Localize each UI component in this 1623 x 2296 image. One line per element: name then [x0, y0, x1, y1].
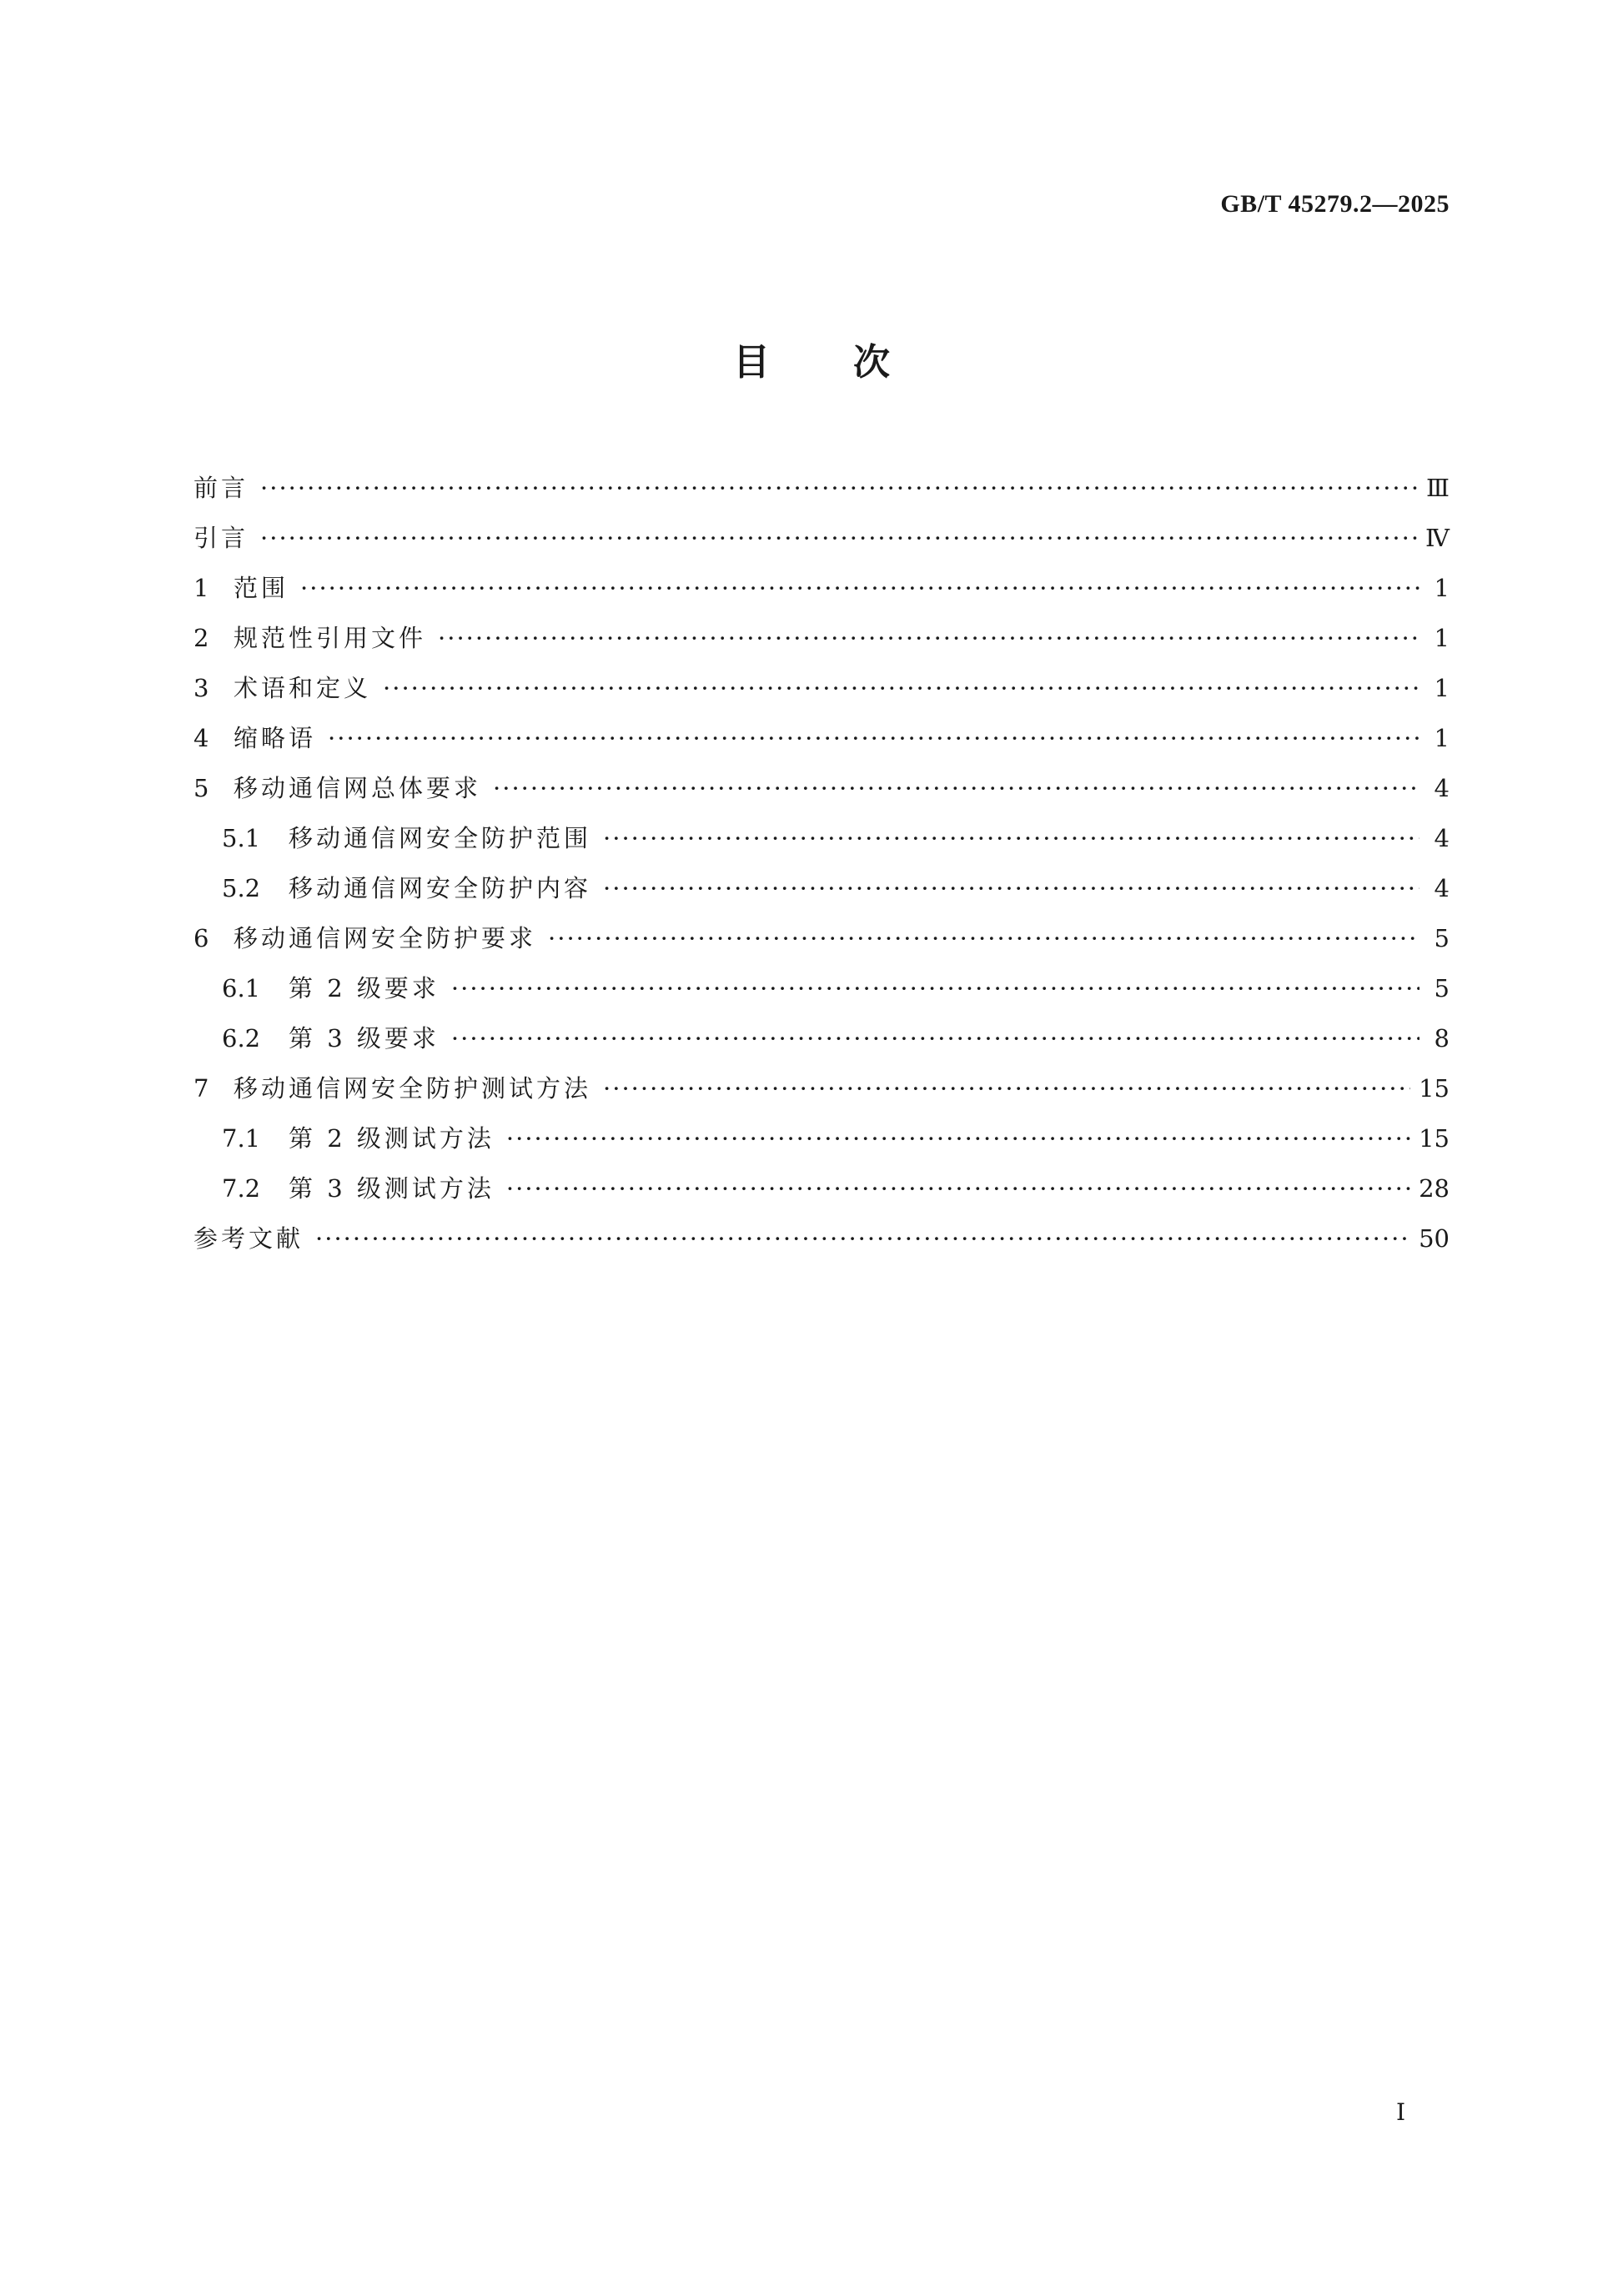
standard-code: GB/T 45279.2—2025 [1220, 190, 1450, 218]
toc-entry-label: 缩略语 [234, 724, 317, 752]
toc-entry-label: 移动通信网安全防护测试方法 [234, 1074, 592, 1103]
toc-entry-number: 5.1 [222, 824, 261, 852]
toc-entry-page: 1 [1434, 674, 1450, 702]
toc-entry-page: 1 [1434, 574, 1450, 602]
toc-entry-number: 7 [193, 1074, 209, 1103]
dot-leader [451, 1013, 1419, 1063]
toc-entry-page: 4 [1434, 774, 1450, 802]
toc-entry[interactable] [193, 463, 1450, 513]
toc-entry-number: 3 [193, 674, 209, 702]
toc-entry[interactable] [193, 513, 1450, 563]
toc-entry-label: 参考文献 [193, 1224, 304, 1253]
toc-entry-label: 术语和定义 [234, 674, 372, 702]
toc-entry-page: 1 [1434, 624, 1450, 652]
toc-entry[interactable] [193, 1163, 1450, 1213]
toc-entry[interactable] [193, 713, 1450, 763]
toc-entry-page: 50 [1419, 1224, 1450, 1253]
toc-entry-page: 28 [1419, 1174, 1450, 1203]
toc-entry-number: 7.1 [222, 1124, 261, 1153]
toc-entry-label: 第 3 级测试方法 [289, 1174, 495, 1203]
toc-entry-label: 规范性引用文件 [234, 624, 427, 652]
toc-entry[interactable] [193, 613, 1450, 663]
toc-entry[interactable] [193, 563, 1450, 613]
toc-entry-number: 6.1 [222, 974, 261, 1002]
toc-entry-label: 第 3 级要求 [289, 1024, 440, 1053]
toc-entry-label: 范围 [234, 574, 289, 602]
dot-leader [260, 513, 1417, 563]
dot-leader [493, 763, 1419, 813]
dot-leader [506, 1113, 1410, 1163]
toc-entry-page: 4 [1434, 874, 1450, 902]
toc-entry[interactable] [193, 1063, 1450, 1113]
toc-entry-number: 4 [193, 724, 209, 752]
toc-entry-page: 15 [1419, 1074, 1450, 1103]
toc-entry-label: 移动通信网安全防护要求 [234, 924, 537, 952]
toc-entry-page: 5 [1434, 974, 1450, 1002]
toc-entry-label: 移动通信网安全防护内容 [289, 874, 592, 902]
toc-entry-number: 2 [193, 624, 209, 652]
toc-entry[interactable] [193, 663, 1450, 713]
toc-entry[interactable] [193, 1113, 1450, 1163]
dot-leader [603, 1063, 1410, 1113]
dot-leader [451, 963, 1419, 1013]
toc-entry-page: 15 [1419, 1124, 1450, 1153]
toc-entry-number: 6.2 [222, 1024, 261, 1053]
table-of-contents [193, 463, 1450, 1264]
dot-leader [438, 613, 1419, 663]
toc-entry-label: 移动通信网总体要求 [234, 774, 482, 802]
toc-entry-page: Ⅳ [1425, 524, 1450, 552]
toc-entry[interactable] [193, 813, 1450, 863]
dot-leader [300, 563, 1419, 613]
dot-leader [548, 913, 1419, 963]
toc-entry-label: 第 2 级要求 [289, 974, 440, 1002]
toc-entry-number: 7.2 [222, 1174, 261, 1203]
page-title: 目次 [733, 341, 973, 384]
toc-entry[interactable] [193, 1213, 1450, 1264]
dot-leader [260, 463, 1418, 513]
dot-leader [328, 713, 1419, 763]
toc-entry[interactable] [193, 1013, 1450, 1063]
toc-entry[interactable] [193, 763, 1450, 813]
toc-entry-number: 1 [193, 574, 209, 602]
toc-entry-page: 5 [1434, 924, 1450, 952]
toc-entry-label: 引言 [193, 524, 249, 552]
toc-entry[interactable] [193, 913, 1450, 963]
toc-entry[interactable] [193, 863, 1450, 913]
toc-entry-page: 1 [1434, 724, 1450, 752]
dot-leader [603, 863, 1419, 913]
toc-entry-number: 5 [193, 774, 209, 802]
toc-entry-label: 移动通信网安全防护范围 [289, 824, 592, 852]
dot-leader [506, 1163, 1410, 1213]
toc-entry[interactable] [193, 963, 1450, 1013]
toc-entry-number: 5.2 [222, 874, 261, 902]
dot-leader [315, 1213, 1410, 1264]
toc-entry-page: 8 [1434, 1024, 1450, 1053]
toc-entry-label: 第 2 级测试方法 [289, 1124, 495, 1153]
dot-leader [383, 663, 1419, 713]
page-number: Ⅰ [1396, 2098, 1406, 2126]
dot-leader [603, 813, 1419, 863]
toc-entry-page: 4 [1434, 824, 1450, 852]
toc-entry-page: Ⅲ [1426, 474, 1450, 502]
toc-entry-number: 6 [193, 924, 209, 952]
toc-entry-label: 前言 [193, 474, 249, 502]
